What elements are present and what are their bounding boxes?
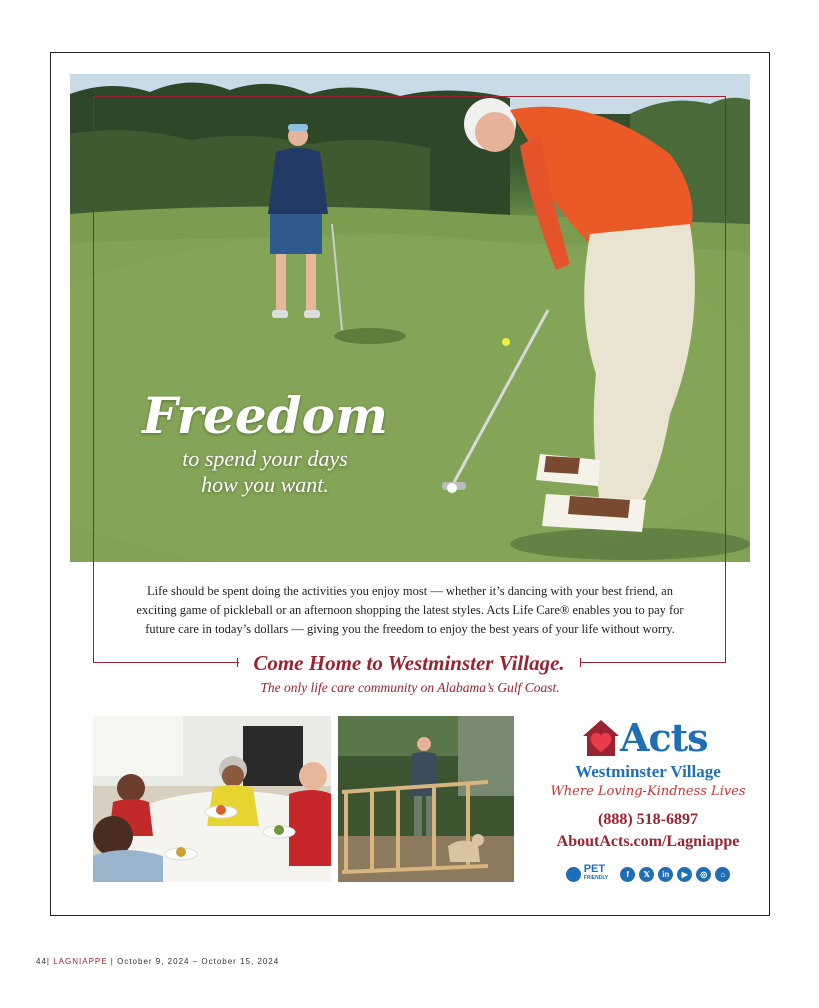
acts-logo-block — [548, 716, 748, 883]
headline-sub-line1: to spend your days — [182, 446, 348, 471]
body-copy — [118, 582, 702, 639]
red-frame-left — [93, 96, 94, 663]
house-heart-icon — [582, 718, 620, 758]
come-home-heading: Come Home to Westminster Village. — [253, 651, 565, 675]
dining-scene-illustration — [93, 716, 331, 882]
red-frame-tick-right — [580, 658, 581, 667]
youtube-icon[interactable]: ▶ — [677, 867, 692, 882]
body-line-1: Life should be spent doing the activities you enjoy most — whether it’s dancing with your best friend, an — [147, 584, 673, 598]
acts-logo — [548, 716, 748, 760]
headline — [140, 386, 390, 498]
body-line-2: exciting game of pickleball or an afternoon shopping the latest styles. Acts Life Care® enables you to pay for — [136, 603, 684, 617]
red-frame-bottom-right — [580, 662, 726, 663]
acts-wordmark: Acts — [620, 715, 708, 760]
x-twitter-icon[interactable]: 𝕏 — [639, 867, 654, 882]
body-line-3: future care in today’s dollars — giving you the freedom to enjoy the best years of your life without worry. — [145, 622, 675, 636]
slogan: Where Loving-Kindness Lives — [550, 784, 746, 799]
website-link[interactable]: AboutActs.com/Lagniappe — [556, 833, 740, 850]
equal-housing-icon: ⌂ — [715, 867, 730, 882]
bridge-scene-illustration — [338, 716, 514, 882]
red-frame-bottom-left — [93, 662, 239, 663]
pet-small-label: FRIENDLY — [583, 875, 609, 881]
paw-icon: 🐾 — [566, 867, 581, 882]
red-frame-right — [725, 96, 726, 663]
headline-sub-line2: how you want. — [201, 472, 329, 497]
community-name: Westminster Village — [575, 762, 721, 781]
pet-label: PET — [583, 863, 606, 875]
page-number: 44 — [36, 957, 47, 966]
issue-dates: October 9, 2024 – October 15, 2024 — [117, 957, 280, 966]
dining-photo — [93, 716, 331, 882]
bridge-photo — [338, 716, 514, 882]
red-frame-top — [93, 96, 726, 97]
linkedin-icon[interactable]: in — [658, 867, 673, 882]
social-icons-row — [548, 865, 748, 883]
tagline: The only life care community on Alabama’s Gulf Coast. — [260, 680, 560, 695]
page-footer: 44| LAGNIAPPE | October 9, 2024 – October 15, 2024 — [36, 957, 280, 966]
headline-main: Freedom — [142, 386, 388, 445]
instagram-icon[interactable]: ◎ — [696, 867, 711, 882]
pet-friendly-badge — [566, 865, 609, 883]
phone-number[interactable]: (888) 518-6897 — [598, 811, 698, 828]
publication-name: LAGNIAPPE — [53, 957, 108, 966]
facebook-icon[interactable]: f — [620, 867, 635, 882]
